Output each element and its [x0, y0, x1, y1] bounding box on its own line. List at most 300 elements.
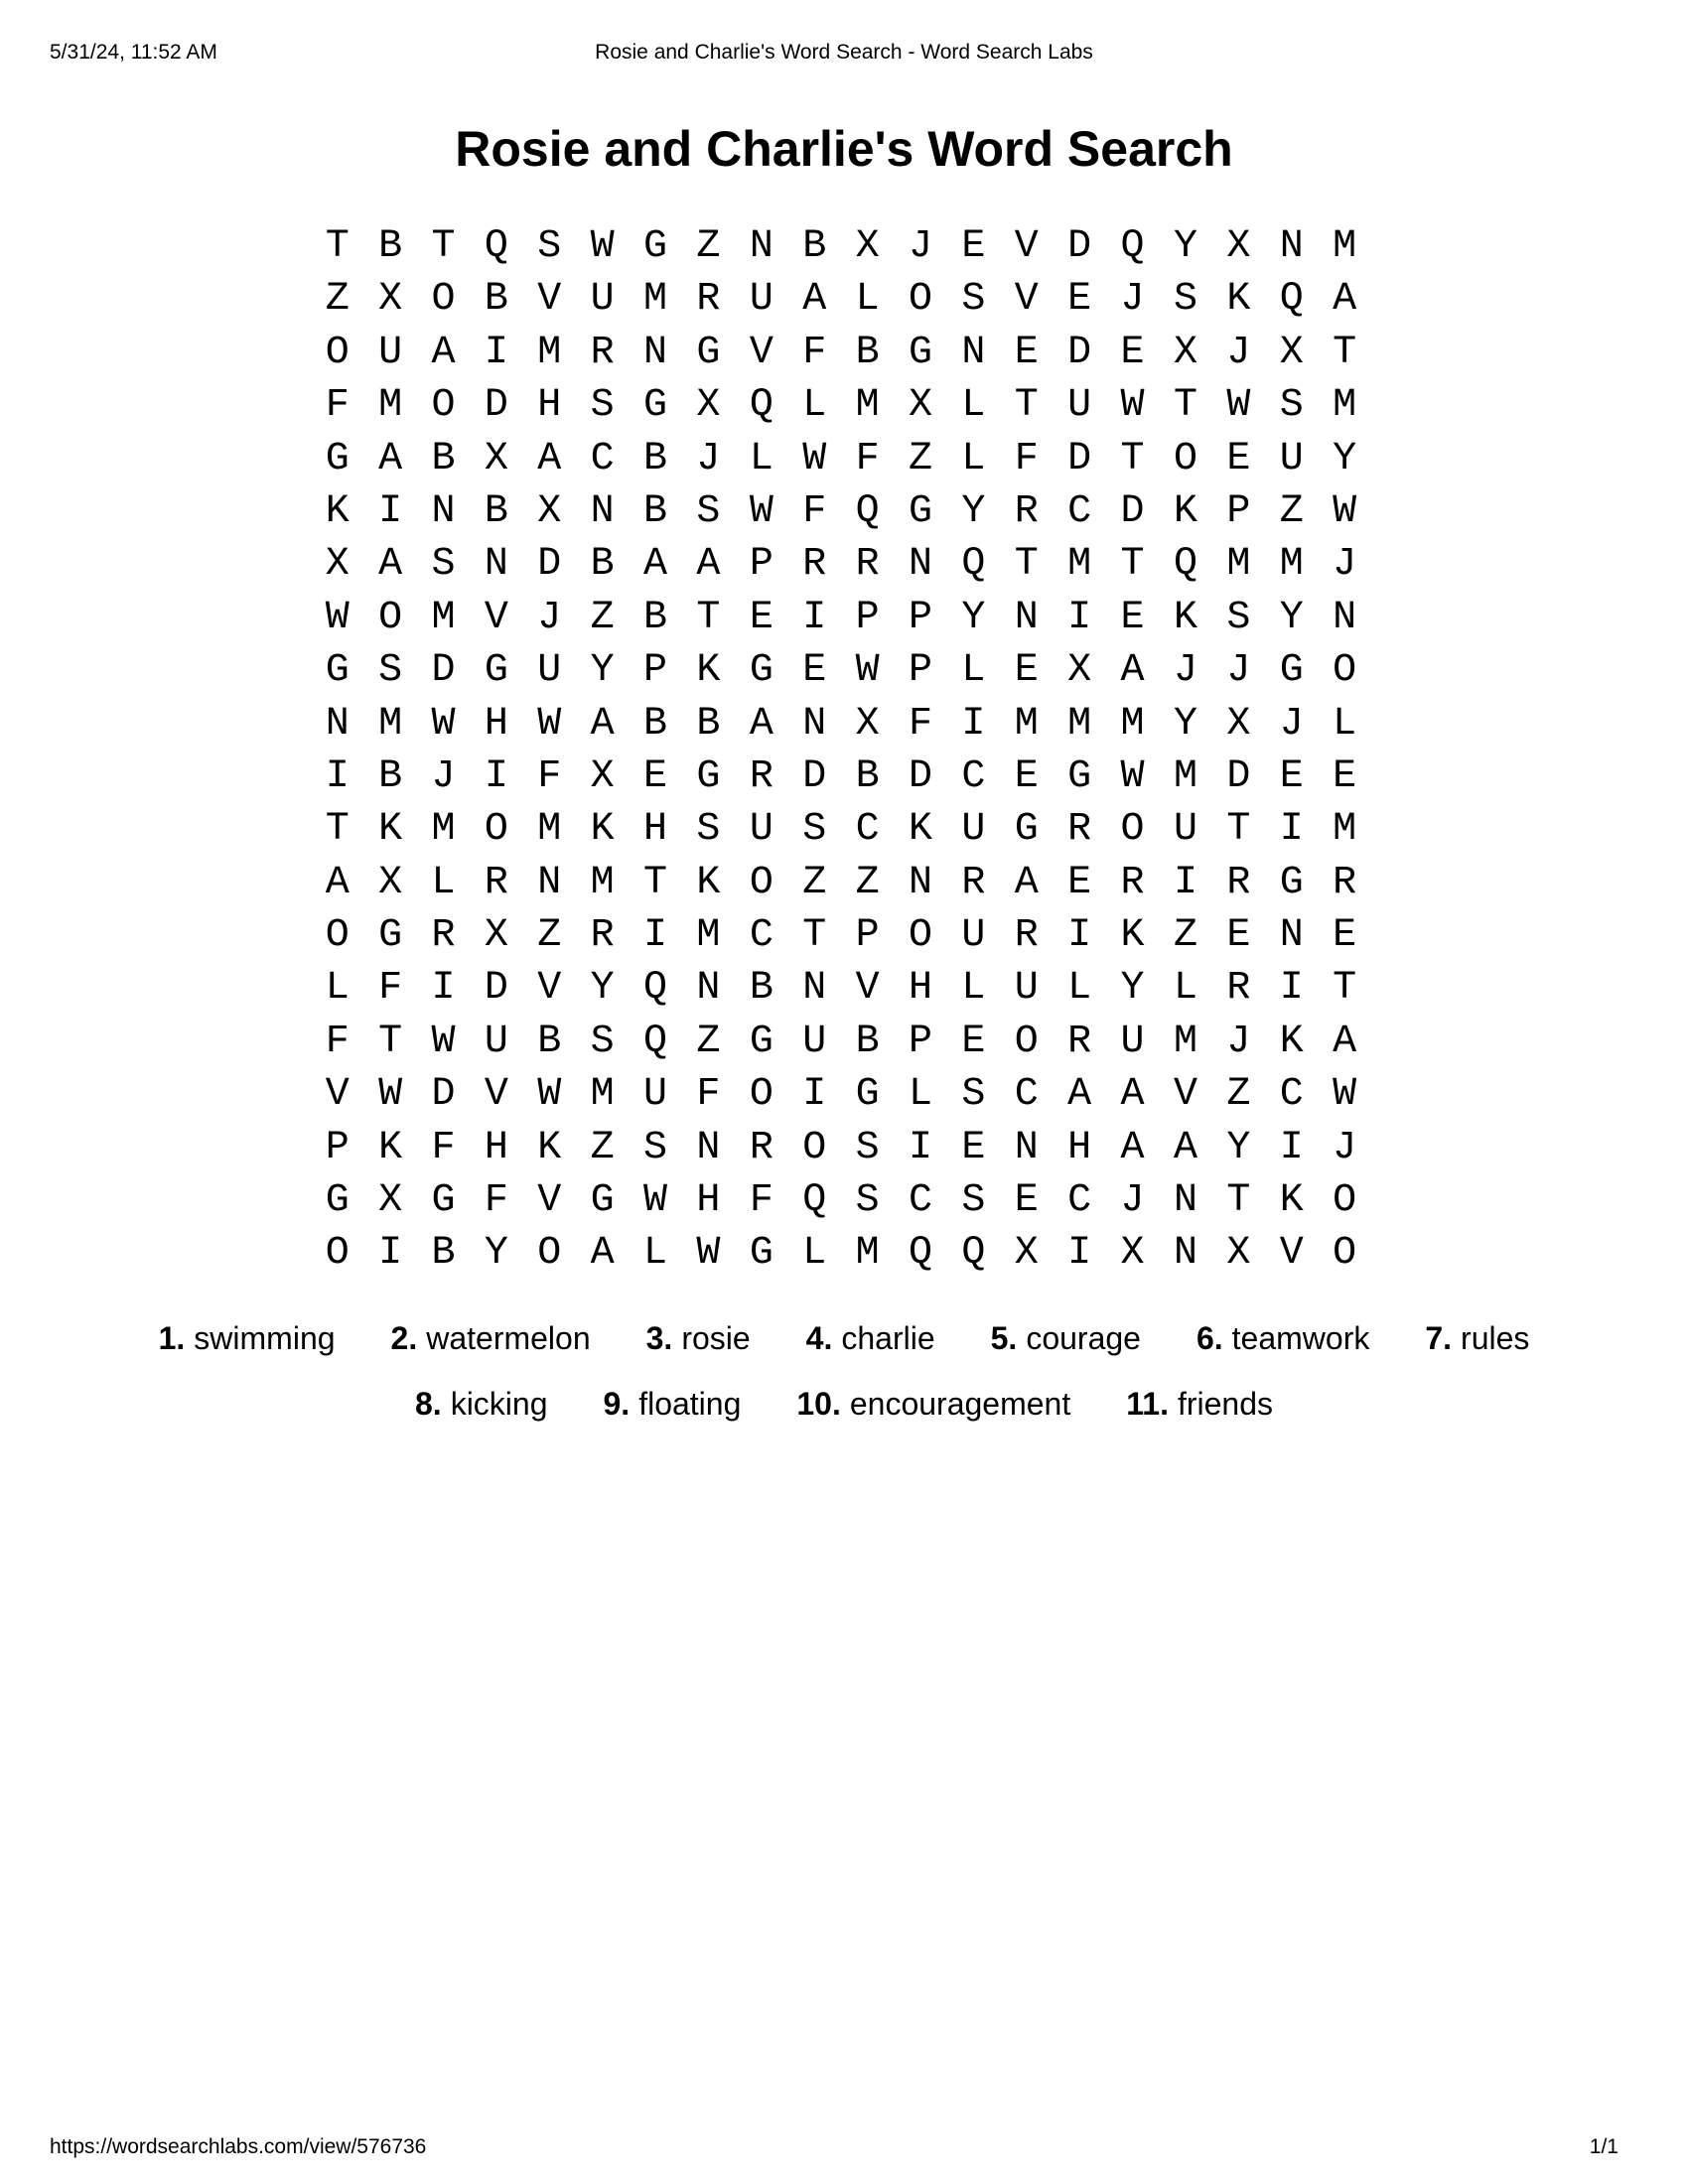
word-item [604, 1384, 742, 1424]
grid-letter: X [1226, 701, 1251, 747]
grid-letter: W [590, 224, 615, 269]
grid-letter: B [484, 277, 508, 323]
grid-letter: N [1173, 1231, 1197, 1277]
word-number: 7. [1425, 1320, 1453, 1356]
grid-letter: K [1226, 277, 1251, 323]
grid-letter: K [1279, 1019, 1304, 1064]
grid-letter: N [1279, 224, 1304, 269]
grid-letter: S [961, 277, 986, 323]
grid-letter: O [802, 1125, 827, 1170]
grid-letter: O [1333, 1178, 1357, 1224]
grid-row [311, 485, 1371, 538]
grid-letter: E [643, 753, 668, 799]
grid-letter: O [749, 1072, 774, 1118]
grid-letter: R [484, 860, 508, 905]
grid-letter: A [1120, 648, 1145, 694]
grid-letter: L [961, 648, 986, 694]
grid-letter: Z [590, 595, 615, 640]
grid-letter: F [696, 1072, 721, 1118]
grid-letter: A [378, 436, 403, 481]
grid-letter: S [961, 1072, 986, 1118]
grid-letter: E [1120, 595, 1145, 640]
grid-letter: Q [1120, 224, 1145, 269]
word-number: 2. [390, 1320, 418, 1356]
grid-letter: W [325, 595, 350, 640]
grid-letter: T [1014, 542, 1039, 588]
grid-letter: E [1120, 330, 1145, 375]
grid-letter: A [325, 860, 350, 905]
grid-letter: N [1279, 913, 1304, 959]
grid-letter: I [378, 488, 403, 534]
grid-letter: P [908, 1019, 932, 1064]
grid-letter: G [325, 436, 350, 481]
grid-letter: Y [1173, 701, 1197, 747]
grid-letter: M [1014, 701, 1039, 747]
grid-letter: Z [802, 860, 827, 905]
grid-letter: X [325, 542, 350, 588]
grid-letter: R [431, 913, 456, 959]
grid-letter: Q [855, 488, 880, 534]
grid-letter: V [1279, 1231, 1304, 1277]
grid-letter: N [802, 966, 827, 1012]
grid-letter: N [749, 224, 774, 269]
grid-letter: Q [802, 1178, 827, 1224]
grid-letter: Q [908, 1231, 932, 1277]
grid-letter: D [908, 753, 932, 799]
word-item [159, 1318, 336, 1358]
grid-letter: L [802, 383, 827, 429]
grid-letter: M [696, 913, 721, 959]
grid-letter: H [696, 1178, 721, 1224]
grid-letter: S [1226, 595, 1251, 640]
grid-row [311, 962, 1371, 1015]
grid-letter: D [1067, 224, 1092, 269]
grid-letter: N [537, 860, 562, 905]
grid-letter: B [643, 436, 668, 481]
grid-letter: E [1014, 753, 1039, 799]
grid-letter: E [1226, 436, 1251, 481]
grid-letter: J [696, 436, 721, 481]
grid-letter: W [696, 1231, 721, 1277]
grid-letter: F [749, 1178, 774, 1224]
grid-letter: I [802, 1072, 827, 1118]
grid-letter: J [537, 595, 562, 640]
grid-letter: X [1279, 330, 1304, 375]
grid-letter: L [1173, 966, 1197, 1012]
grid-letter: X [1226, 224, 1251, 269]
word-item [1196, 1318, 1369, 1358]
grid-letter: K [1173, 595, 1197, 640]
grid-letter: U [1067, 383, 1092, 429]
grid-letter: B [484, 488, 508, 534]
grid-letter: R [1226, 966, 1251, 1012]
grid-letter: T [1333, 966, 1357, 1012]
grid-letter: K [696, 648, 721, 694]
word-number: 1. [158, 1320, 186, 1356]
grid-letter: C [749, 913, 774, 959]
grid-letter: X [855, 701, 880, 747]
word-list [0, 1305, 1688, 1436]
grid-letter: T [325, 807, 350, 853]
grid-letter: X [484, 436, 508, 481]
word-text: courage [1026, 1320, 1141, 1356]
grid-letter: Y [1120, 966, 1145, 1012]
grid-letter: I [1067, 913, 1092, 959]
grid-letter: D [431, 1072, 456, 1118]
word-text: watermelon [426, 1320, 591, 1356]
grid-letter: N [802, 701, 827, 747]
grid-letter: G [378, 913, 403, 959]
grid-letter: E [1014, 1178, 1039, 1224]
grid-letter: E [1333, 913, 1357, 959]
grid-letter: J [431, 753, 456, 799]
grid-letter: B [749, 966, 774, 1012]
grid-letter: R [1067, 1019, 1092, 1064]
grid-row [311, 909, 1371, 962]
grid-letter: A [643, 542, 668, 588]
grid-letter: F [537, 753, 562, 799]
grid-letter: P [1226, 488, 1251, 534]
grid-letter: O [484, 807, 508, 853]
grid-letter: X [1014, 1231, 1039, 1277]
grid-letter: F [378, 966, 403, 1012]
word-text: charlie [841, 1320, 935, 1356]
grid-letter: N [643, 330, 668, 375]
grid-letter: K [378, 807, 403, 853]
grid-letter: V [537, 1178, 562, 1224]
grid-letter: C [908, 1178, 932, 1224]
grid-letter: A [1120, 1125, 1145, 1170]
grid-letter: F [802, 488, 827, 534]
grid-letter: Q [1279, 277, 1304, 323]
grid-letter: U [378, 330, 403, 375]
grid-letter: I [431, 966, 456, 1012]
grid-letter: V [1173, 1072, 1197, 1118]
grid-letter: S [961, 1178, 986, 1224]
grid-letter: L [325, 966, 350, 1012]
grid-letter: X [1067, 648, 1092, 694]
grid-letter: D [1067, 330, 1092, 375]
grid-letter: N [1173, 1178, 1197, 1224]
grid-letter: K [378, 1125, 403, 1170]
word-number: 11. [1126, 1386, 1169, 1422]
grid-letter: V [484, 595, 508, 640]
grid-letter: O [325, 1231, 350, 1277]
grid-letter: K [1279, 1178, 1304, 1224]
grid-row [311, 1016, 1371, 1068]
grid-letter: N [908, 860, 932, 905]
grid-letter: A [802, 277, 827, 323]
grid-letter: F [325, 383, 350, 429]
grid-letter: B [855, 753, 880, 799]
grid-letter: N [431, 488, 456, 534]
grid-letter: G [855, 1072, 880, 1118]
grid-letter: M [1333, 383, 1357, 429]
print-datetime: 5/31/24, 11:52 AM [50, 41, 217, 64]
grid-letter: M [590, 860, 615, 905]
grid-letter: D [1226, 753, 1251, 799]
grid-letter: G [1279, 648, 1304, 694]
grid-letter: Y [1279, 595, 1304, 640]
grid-letter: W [431, 701, 456, 747]
word-item [806, 1318, 935, 1358]
grid-letter: L [1067, 966, 1092, 1012]
grid-letter: Z [1279, 488, 1304, 534]
grid-letter: P [855, 595, 880, 640]
grid-letter: N [1014, 1125, 1039, 1170]
grid-letter: U [537, 648, 562, 694]
grid-letter: E [802, 648, 827, 694]
grid-letter: T [1120, 436, 1145, 481]
grid-letter: L [908, 1072, 932, 1118]
word-item [796, 1384, 1070, 1424]
grid-letter: R [961, 860, 986, 905]
grid-letter: M [1333, 807, 1357, 853]
grid-letter: V [537, 966, 562, 1012]
grid-letter: U [590, 277, 615, 323]
grid-letter: K [325, 488, 350, 534]
grid-letter: M [1120, 701, 1145, 747]
grid-letter: I [1279, 966, 1304, 1012]
grid-letter: H [537, 383, 562, 429]
grid-letter: L [431, 860, 456, 905]
grid-letter: A [431, 330, 456, 375]
grid-letter: R [1226, 860, 1251, 905]
grid-letter: R [590, 913, 615, 959]
word-list-row [0, 1371, 1688, 1436]
grid-letter: U [643, 1072, 668, 1118]
grid-letter: C [855, 807, 880, 853]
grid-letter: U [802, 1019, 827, 1064]
grid-letter: P [325, 1125, 350, 1170]
grid-letter: I [1067, 1231, 1092, 1277]
grid-letter: X [908, 383, 932, 429]
grid-letter: A [590, 1231, 615, 1277]
grid-letter: O [325, 330, 350, 375]
grid-letter: D [1067, 436, 1092, 481]
grid-letter: L [961, 966, 986, 1012]
grid-letter: C [1279, 1072, 1304, 1118]
grid-letter: A [378, 542, 403, 588]
grid-letter: L [1333, 701, 1357, 747]
grid-letter: O [908, 913, 932, 959]
grid-letter: F [855, 436, 880, 481]
grid-letter: O [431, 277, 456, 323]
grid-letter: M [537, 330, 562, 375]
grid-letter: T [1226, 1178, 1251, 1224]
grid-letter: S [643, 1125, 668, 1170]
grid-letter: A [1333, 1019, 1357, 1064]
grid-letter: G [696, 330, 721, 375]
grid-letter: I [802, 595, 827, 640]
grid-letter: O [1120, 807, 1145, 853]
grid-letter: C [590, 436, 615, 481]
grid-letter: O [431, 383, 456, 429]
grid-letter: E [1014, 330, 1039, 375]
grid-letter: R [1014, 488, 1039, 534]
word-text: kicking [450, 1386, 548, 1422]
grid-letter: G [908, 488, 932, 534]
grid-letter: X [1173, 330, 1197, 375]
grid-letter: F [431, 1125, 456, 1170]
grid-letter: Q [643, 966, 668, 1012]
word-item [1425, 1318, 1529, 1358]
grid-letter: M [643, 277, 668, 323]
grid-letter: F [1014, 436, 1039, 481]
grid-letter: H [484, 1125, 508, 1170]
grid-letter: Z [855, 860, 880, 905]
grid-letter: V [325, 1072, 350, 1118]
grid-letter: B [855, 330, 880, 375]
grid-letter: T [1014, 383, 1039, 429]
grid-letter: I [643, 913, 668, 959]
word-text: friends [1177, 1386, 1273, 1422]
grid-letter: K [696, 860, 721, 905]
grid-letter: X [378, 1178, 403, 1224]
grid-letter: I [1067, 595, 1092, 640]
print-page-number: 1/1 [1589, 2135, 1618, 2158]
grid-letter: S [590, 1019, 615, 1064]
grid-letter: M [1173, 1019, 1197, 1064]
grid-letter: U [1014, 966, 1039, 1012]
grid-letter: M [378, 383, 403, 429]
grid-letter: M [1173, 753, 1197, 799]
grid-letter: K [1173, 488, 1197, 534]
grid-letter: D [431, 648, 456, 694]
grid-letter: O [1014, 1019, 1039, 1064]
word-item [646, 1318, 751, 1358]
grid-letter: L [643, 1231, 668, 1277]
grid-letter: T [1173, 383, 1197, 429]
grid-letter: I [484, 330, 508, 375]
grid-letter: U [1120, 1019, 1145, 1064]
grid-letter: Q [749, 383, 774, 429]
grid-letter: K [590, 807, 615, 853]
grid-letter: F [908, 701, 932, 747]
grid-letter: T [378, 1019, 403, 1064]
grid-letter: U [1279, 436, 1304, 481]
grid-row [311, 803, 1371, 856]
grid-letter: W [643, 1178, 668, 1224]
grid-row [311, 220, 1371, 273]
grid-letter: C [1067, 488, 1092, 534]
grid-letter: R [1120, 860, 1145, 905]
grid-letter: G [590, 1178, 615, 1224]
grid-letter: B [431, 1231, 456, 1277]
grid-letter: F [484, 1178, 508, 1224]
grid-letter: U [1173, 807, 1197, 853]
grid-letter: M [431, 807, 456, 853]
grid-letter: Q [643, 1019, 668, 1064]
grid-letter: W [802, 436, 827, 481]
grid-letter: G [431, 1178, 456, 1224]
grid-letter: G [643, 383, 668, 429]
grid-letter: O [749, 860, 774, 905]
grid-letter: T [431, 224, 456, 269]
grid-letter: S [696, 488, 721, 534]
grid-letter: A [749, 701, 774, 747]
grid-letter: M [431, 595, 456, 640]
grid-letter: O [378, 595, 403, 640]
grid-letter: U [961, 913, 986, 959]
grid-letter: R [590, 330, 615, 375]
grid-letter: F [802, 330, 827, 375]
grid-letter: O [537, 1231, 562, 1277]
grid-letter: Q [484, 224, 508, 269]
grid-letter: R [802, 542, 827, 588]
grid-letter: A [590, 701, 615, 747]
grid-row [311, 857, 1371, 909]
grid-letter: S [590, 383, 615, 429]
grid-letter: U [961, 807, 986, 853]
grid-letter: B [802, 224, 827, 269]
grid-letter: W [537, 1072, 562, 1118]
grid-letter: S [696, 807, 721, 853]
grid-letter: E [1226, 913, 1251, 959]
grid-letter: Z [1173, 913, 1197, 959]
grid-letter: B [643, 488, 668, 534]
grid-letter: X [696, 383, 721, 429]
grid-letter: R [1067, 807, 1092, 853]
grid-letter: K [1120, 913, 1145, 959]
grid-letter: I [378, 1231, 403, 1277]
grid-letter: E [1014, 648, 1039, 694]
grid-letter: Y [1226, 1125, 1251, 1170]
grid-letter: R [696, 277, 721, 323]
grid-letter: M [1333, 224, 1357, 269]
grid-letter: W [431, 1019, 456, 1064]
word-text: floating [638, 1386, 742, 1422]
word-item [991, 1318, 1141, 1358]
grid-letter: I [961, 701, 986, 747]
grid-letter: Y [1333, 436, 1357, 481]
word-text: teamwork [1231, 1320, 1370, 1356]
grid-letter: U [749, 807, 774, 853]
grid-letter: J [1226, 648, 1251, 694]
grid-letter: T [802, 913, 827, 959]
grid-letter: I [1279, 807, 1304, 853]
grid-letter: R [1333, 860, 1357, 905]
grid-letter: V [484, 1072, 508, 1118]
grid-letter: M [855, 1231, 880, 1277]
grid-letter: P [855, 913, 880, 959]
grid-letter: N [696, 966, 721, 1012]
grid-letter: S [431, 542, 456, 588]
grid-letter: J [1173, 648, 1197, 694]
grid-letter: S [855, 1178, 880, 1224]
grid-letter: P [643, 648, 668, 694]
grid-letter: A [1120, 1072, 1145, 1118]
grid-letter: X [484, 913, 508, 959]
grid-letter: D [484, 966, 508, 1012]
word-item [391, 1318, 591, 1358]
grid-letter: E [961, 1125, 986, 1170]
grid-letter: Y [484, 1231, 508, 1277]
grid-letter: W [378, 1072, 403, 1118]
grid-letter: Y [961, 488, 986, 534]
grid-row [311, 751, 1371, 803]
word-list-row [0, 1305, 1688, 1371]
grid-letter: X [1226, 1231, 1251, 1277]
grid-letter: O [325, 913, 350, 959]
grid-row [311, 1174, 1371, 1227]
grid-row [311, 273, 1371, 326]
grid-letter: J [1279, 701, 1304, 747]
grid-letter: Z [908, 436, 932, 481]
letter-grid [311, 220, 1371, 1281]
grid-letter: J [1333, 542, 1357, 588]
grid-letter: C [1014, 1072, 1039, 1118]
